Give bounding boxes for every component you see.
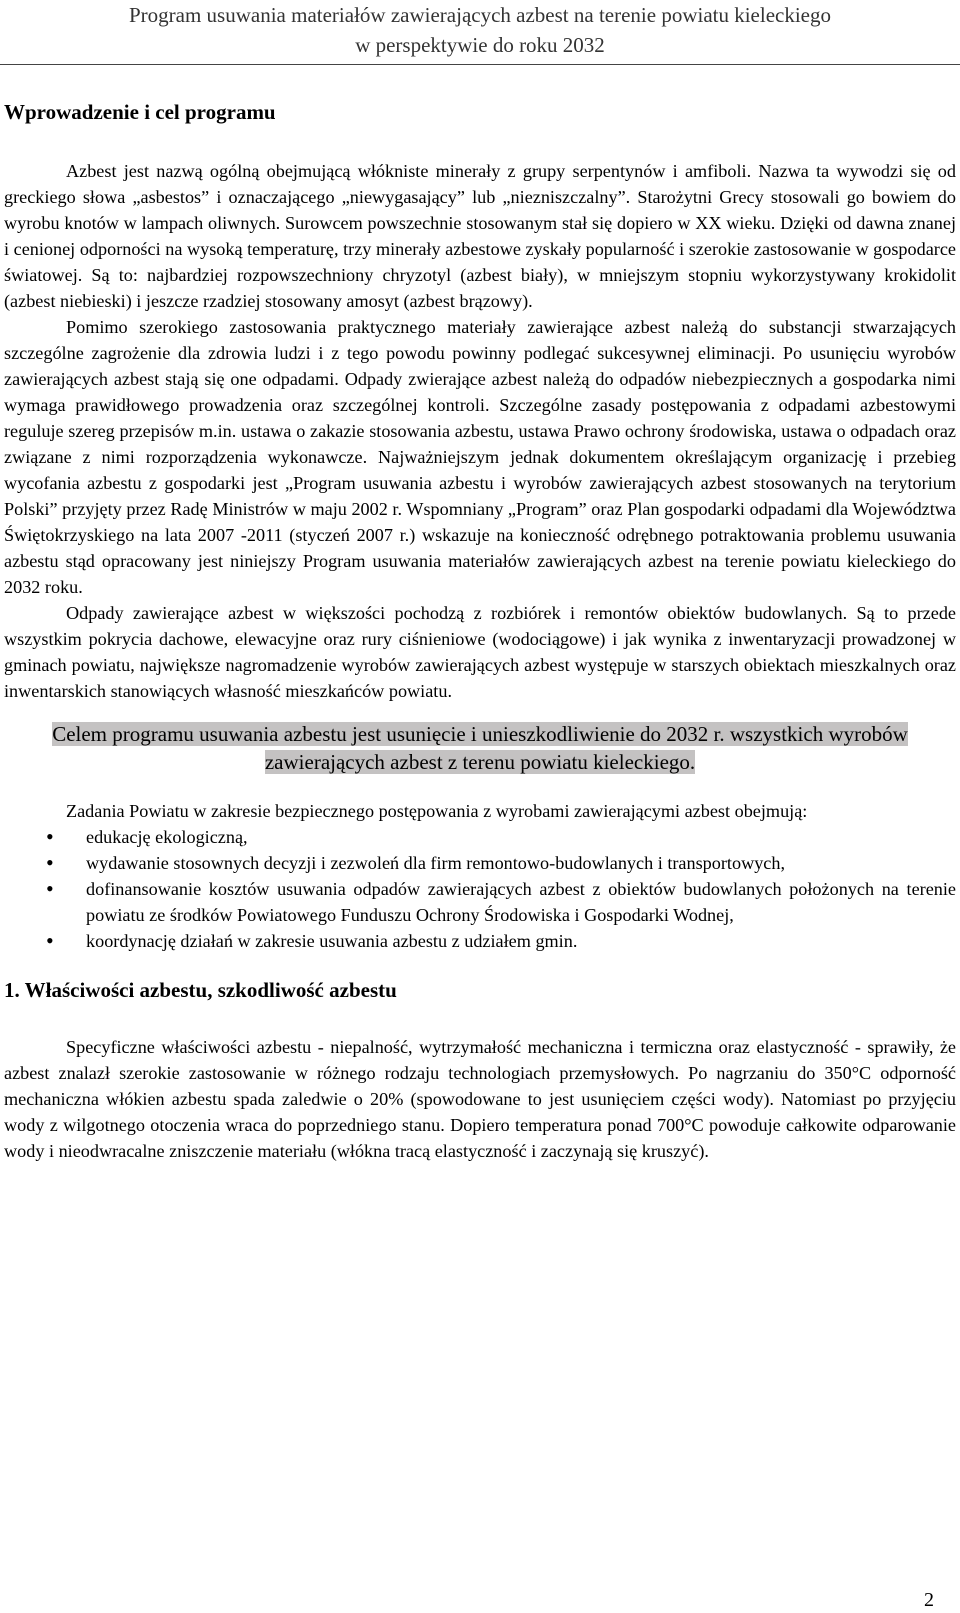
tasks-intro: Zadania Powiatu w zakresie bezpiecznego postępowania z wyrobami zawierającymi azbest obejmują:	[66, 801, 808, 821]
intro-heading: Wprowadzenie i cel programu	[4, 100, 276, 124]
intro-paragraph-1: Azbest jest nazwą ogólną obejmującą włókniste minerały z grupy serpentynów i amfiboli. Nazwa ta wywodzi się od greckiego słowa „asbestos” i oznaczającego „niewygasający” lub „niezniszczalny”. Starożytni Grecy stosowali go bowiem do wyrobu knotów w lampach oliwnych. Surowcem powszechnie stosowanym stał się dopiero w XX wieku. Dzięki od dawna znanej i cenionej odporności na wysoką temperaturę, trzy minerały azbestowe zyskały popularność i szerokie zastosowanie w gospodarce światowej. Są to: najbardziej rozpowszechniony chryzotyl (azbest biały), w mniejszym stopniu wykorzystywany krokidolit (azbest niebieski) i jeszcze rzadziej stosowany amosyt (azbest brązowy).	[4, 161, 956, 311]
task-item: • koordynację działań w zakresie usuwania azbestu z udziałem gmin.	[86, 928, 956, 954]
section-1-heading: 1. Właściwości azbestu, szkodliwość azbestu	[4, 978, 397, 1002]
header-title-line1: Program usuwania materiałów zawierających azbest na terenie powiatu kieleckiego	[128, 3, 832, 27]
task-item: • wydawanie stosownych decyzji i zezwoleń dla firm remontowo-budowlanych i transportowych,	[86, 850, 956, 876]
header-title-line2: w perspektywie do roku 2032	[355, 33, 605, 57]
header-divider	[0, 64, 960, 65]
section-1-paragraph: Specyficzne właściwości azbestu - niepalność, wytrzymałość mechaniczna i termiczna oraz elastyczność - sprawiły, że azbest znalazł szerokie zastosowanie w różnego rodzaju technologiach przemysłowych. Po nagrzaniu do 350°C odporność mechaniczna włókien azbestu spada zaledwie o 20% (spowodowane to jest usunięciem części wody). Natomiast po przyjęciu wody z wilgotnego otoczenia wraca do poprzedniego stanu. Dopiero temperatura ponad 700°C powoduje całkowite odparowanie wody i nieodwracalne zniszczenie materiału (włókna tracą elastyczność i zaczynają się kruszyć).	[4, 1037, 956, 1161]
task-item: • dofinansowanie kosztów usuwania odpadów zawierających azbest z obiektów budowlanych położonych na terenie powiatu ze środków Powiatowego Funduszu Ochrony Środowiska i Gospodarki Wodnej,	[86, 876, 956, 928]
program-goal-text: Celem programu usuwania azbestu jest usunięcie i unieszkodliwienie do 2032 r. wszystkich wyrobów zawierających azbest z terenu powiatu kieleckiego.	[52, 722, 908, 774]
program-goal-highlight	[4, 720, 956, 776]
intro-paragraph-3: Odpady zawierające azbest w większości pochodzą z rozbiórek i remontów obiektów budowlanych. Są to przede wszystkim pokrycia dachowe, elewacyjne oraz rury ciśnieniowe (wodociągowe) i jak wynika z inwentaryzacji prowadzonej w gminach powiatu, największe nagromadzenie wyrobów zawierających azbest występuje w starszych obiektach mieszkalnych oraz inwentarskich stanowiących własność mieszkańców powiatu.	[4, 603, 956, 701]
tasks-list	[4, 824, 956, 954]
intro-paragraph-2: Pomimo szerokiego zastosowania praktycznego materiały zawierające azbest należą do substancji stwarzających szczególne zagrożenie dla zdrowia ludzi i z tego powodu powinny podlegać sukcesywnej eliminacji. Po usunięciu wyrobów zawierających azbest stają się one odpadami. Odpady zwierające azbest należą do odpadów niebezpiecznych a gospodarka nimi wymaga prawidłowego prowadzenia oraz szczególnej kontroli. Szczególne zasady postępowania z odpadami azbestowymi reguluje szereg przepisów m.in. ustawa o zakazie stosowania azbestu, ustawa Prawo ochrony środowiska, ustawa o odpadach oraz związane z nimi rozporządzenia wykonawcze. Najważniejszym jednak dokumentem określającym organizację i przebieg wycofania azbestu z gospodarki jest „Program usuwania azbestu i wyrobów zawierających azbest stosowanych na terytorium Polski” przyjęty przez Radę Ministrów w maju 2002 r. Wspomniany „Program” oraz Plan gospodarki odpadami dla Województwa Świętokrzyskiego na lata 2007 -2011 (styczeń 2007 r.) wskazuje na konieczność odrębnego potraktowania problemu usuwania azbestu stąd opracowany jest niniejszy Program usuwania materiałów zawierających azbest na terenie powiatu kieleckiego do 2032 roku.	[4, 317, 956, 597]
page-header	[0, 0, 960, 60]
page-number: 2	[924, 1589, 934, 1611]
task-item: • edukację ekologiczną,	[86, 824, 956, 850]
document-body	[4, 98, 956, 1164]
